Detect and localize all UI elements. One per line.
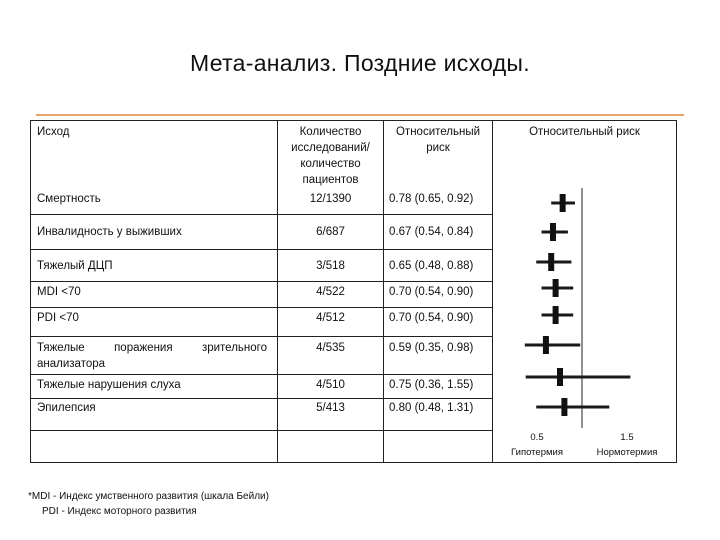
row-count: 4/535: [316, 342, 345, 354]
row-relative-risk: 0.67 (0.54, 0.84): [389, 226, 474, 238]
point-estimate: [560, 194, 566, 212]
row-outcome-line: Тяжелые поражения зрительного: [37, 342, 267, 354]
row-relative-risk: 0.59 (0.35, 0.98): [389, 342, 474, 354]
footnote-mdi: *MDI - Индекс умственного развития (шкала Бейли): [28, 491, 269, 502]
row-count: 5/413: [316, 402, 345, 414]
slide-title: Мета-анализ. Поздние исходы.: [190, 50, 530, 76]
row-count: 4/522: [316, 286, 345, 298]
row-relative-risk: 0.70 (0.54, 0.90): [389, 286, 474, 298]
axis-left-tick: 0.5: [530, 432, 544, 443]
point-estimate: [553, 306, 559, 324]
axis-left: [508, 430, 566, 460]
row-outcome-line: анализатора: [37, 358, 106, 370]
footnote-pdi: PDI - Индекс моторного развития: [42, 506, 197, 517]
header-rr-line: Относительный: [395, 126, 481, 138]
row-outcome-line: Тяжелый ДЦП: [37, 260, 113, 272]
row-relative-risk: 0.75 (0.36, 1.55): [389, 379, 474, 391]
header-count-line: Количество: [299, 126, 362, 138]
header-outcome: Исход: [37, 126, 70, 138]
row-relative-risk: 0.80 (0.48, 1.31): [389, 402, 474, 414]
axis-left-caption: Гипотермия: [511, 447, 563, 458]
row-count: 6/687: [316, 226, 345, 238]
row-outcome-line: Тяжелые нарушения слуха: [37, 379, 181, 391]
row-count: 12/1390: [309, 193, 352, 205]
row-count: 3/518: [316, 260, 345, 272]
row-outcome-line: PDI <70: [37, 312, 79, 324]
point-estimate: [550, 223, 556, 241]
axis-right-caption: Нормотермия: [596, 447, 658, 458]
row-count: 4/512: [316, 312, 345, 324]
point-estimate: [553, 279, 559, 297]
axis-right-tick: 1.5: [620, 432, 634, 443]
row-outcome-line: Инвалидность у выживших: [37, 226, 182, 238]
header-count-line: исследований/: [291, 142, 370, 154]
header-plot: Относительный риск: [529, 126, 640, 138]
row-relative-risk: 0.65 (0.48, 0.88): [389, 260, 474, 272]
header-count-line: пациентов: [302, 174, 359, 186]
header-rr-line: риск: [426, 142, 450, 154]
point-estimate: [557, 368, 563, 386]
row-outcome-line: Эпилепсия: [37, 402, 96, 414]
row-count: 4/510: [316, 379, 345, 391]
row-outcome-line: Смертность: [37, 193, 101, 205]
row-relative-risk: 0.70 (0.54, 0.90): [389, 312, 474, 324]
axis-right: [592, 430, 662, 460]
row-relative-risk: 0.78 (0.65, 0.92): [389, 193, 474, 205]
point-estimate: [543, 336, 549, 354]
point-estimate: [548, 253, 554, 271]
point-estimate: [561, 398, 567, 416]
header-count-line: количество: [300, 158, 361, 170]
row-outcome-line: MDI <70: [37, 286, 81, 298]
